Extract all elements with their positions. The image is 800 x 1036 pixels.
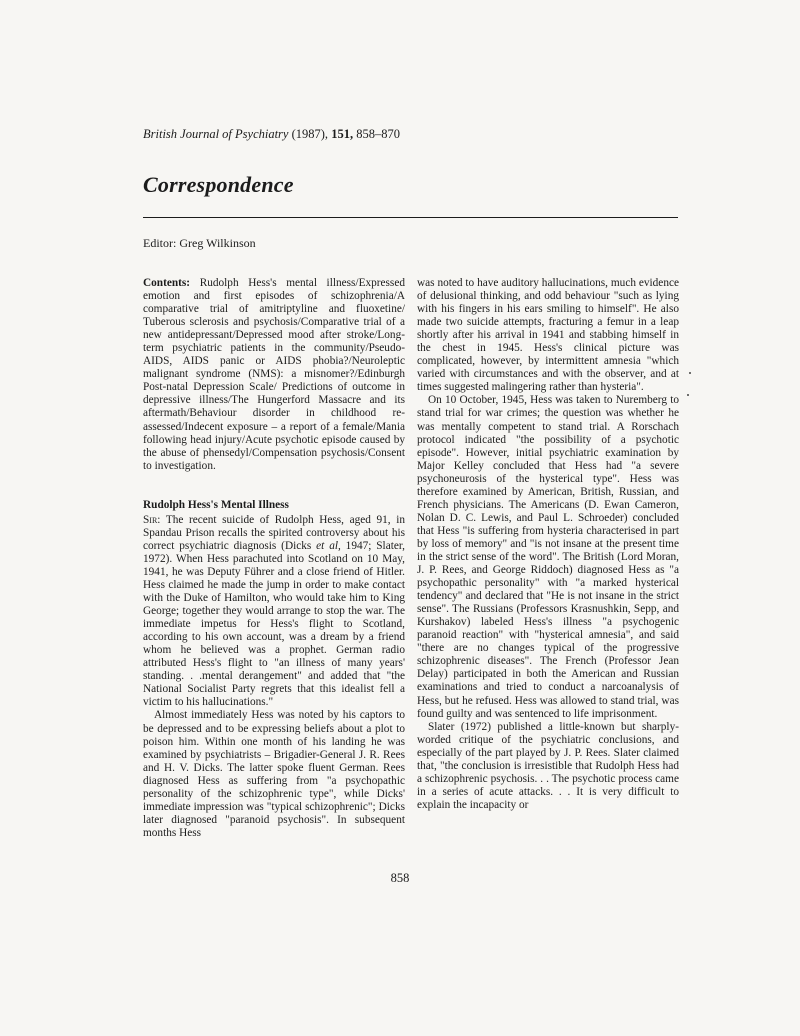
contents-paragraph xyxy=(143,277,405,473)
editor-line: Editor: Greg Wilkinson xyxy=(143,236,256,250)
contents-label: Contents: xyxy=(143,277,191,289)
paragraph-1-text-a: The recent suicide of Rudolph Hess, aged 91, in Spandau Prison recalls the spirited controversy about his correct psychiatric diagnosis (Dicks xyxy=(143,513,405,552)
title-divider xyxy=(143,217,678,218)
section-title: Correspondence xyxy=(143,172,294,197)
article-paragraph-3: was noted to have auditory hallucinations, much evidence of delusional thinking, and odd behaviour "such as lying with his fingers in his ears smiling to himself". He also made two suicide attempts, fracturing a femur in a leap shortly after his arrival in 1941 and stabbing himself in the chest in 1945. Hess's clinical picture was complicated, however, by intermittent amnesia "which varied with circumstances and with the observer, and at times suggested malingering rather than hysteria". xyxy=(417,277,679,394)
salutation: Sir: xyxy=(143,513,161,526)
left-column xyxy=(143,277,405,840)
article-paragraph-2: Almost immediately Hess was noted by his captors to be depressed and to be expressing beliefs about a plot to poison him. Within one month of his landing he was examined by psychiatrists – Brigadier-General J. R. Rees and H. V. Dicks. The latter spoke fluent German. Rees diagnosed Hess as suffering from "a psychopathic personality of the schizophrenic type", while Dicks' immediate impression was "typical schizophrenic"; Dicks later diagnosed "paranoid psychosis". In subsequent months Hess xyxy=(143,709,405,839)
journal-volume: 151, xyxy=(331,127,354,141)
journal-citation xyxy=(143,127,400,142)
scan-speck xyxy=(687,394,689,396)
et-al: et al, xyxy=(316,539,341,552)
article-paragraph-4: On 10 October, 1945, Hess was taken to Nuremberg to stand trial for war crimes; the question was whether he was mentally competent to stand trial. A Rorschach protocol indicated "the possibility of a psychotic episode". However, initial psychiatric examination by Major Kelley concluded that Hess had "a severe psychoneurosis of the hysterical type". Hess was therefore examined by American, British, Russian, and French physicians. The Americans (D. Ewan Cameron, Nolan D. C. Lewis, and Paul L. Schroeder) concluded that Hess "is suffering from hysteria characterised in part by loss of memory" and "is not insane at the present time in the strict sense of the word". The British (Lord Moran, J. P. Rees, and George Riddoch) diagnosed Hess as "a psychopathic personality" with "a marked hysterical tendency" and declared that "He is not insane in the strict sense". The Russians (Professors Krasnushkin, Sepp, and Kurshakov) labeled Hess's illness "a psychogenic paranoid reaction" with "hysterical amnesia", and said "there are no changes typical of the progressive schizophrenic diseases". The French (Professor Jean Delay) participated in both the American and Russian examinations and tried to conduct a narcoanalysis of Hess, but he refused. Hess was allowed to stand trial, was found guilty and was sentenced to life imprisonment. xyxy=(417,394,679,720)
journal-pages: 858–870 xyxy=(356,127,400,141)
scan-speck xyxy=(689,372,691,374)
article-paragraph-5: Slater (1972) published a little-known but sharply-worded critique of the psychiatric conclusions, and especially of the part played by J. P. Rees. Slater claimed that, "the conclusion is irresistible that Rudolph Hess had a schizophrenic psychosis. . . The psychotic process came in a series of acute attacks. . . It is very difficult to explain the incapacity or xyxy=(417,720,679,811)
article-paragraph-1 xyxy=(143,514,405,710)
contents-text: Rudolph Hess's mental illness/Expressed emotion and first episodes of schizophrenia/A comparative trial of amitriptyline and fluoxetine/ Tuberous sclerosis and psychosis/Comparative trial of a new antidepressant/Depressed mood after stroke/Long-term psychiatric patients in the community/Pseudo-AIDS, AIDS panic or AIDS phobia?/Neuroleptic malignant syndrome (NMS): a misnomer?/Edinburgh Post-natal Depression Scale/ Predictions of outcome in depressive illness/The Hungerford Massacre and its aftermath/Behaviour disorder in childhood re-assessed/Indecent exposure – a report of a female/Mania following head injury/Acute psychotic episode caused by the abuse of phensedyl/Compensation psychosis/Consent to investigation. xyxy=(143,277,405,472)
right-column xyxy=(417,277,679,812)
article-heading: Rudolph Hess's Mental Illness xyxy=(143,498,289,511)
page-number: 858 xyxy=(390,871,410,885)
paragraph-1-text-b: 1947; Slater, 1972). When Hess parachuted into Scotland on 10 May, 1941, he was Deputy Führer and a close friend of Hitler. Hess claimed he made the jump in order to make contact with the Duke of Hamilton, who would take him to King George; together they would arrange to stop the war. The immediate impetus for Hess's flight to Scotland, according to his own account, was a dream by a friend whom he believed was a prophet. German radio attributed Hess's flight to "an illness of many years' standing. . .mental derangement" and added that "the National Socialist Party regrets that this idealist fell a victim to his hallucinations." xyxy=(143,539,405,709)
journal-year: (1987), xyxy=(291,127,329,141)
journal-name: British Journal of Psychiatry xyxy=(143,127,289,141)
